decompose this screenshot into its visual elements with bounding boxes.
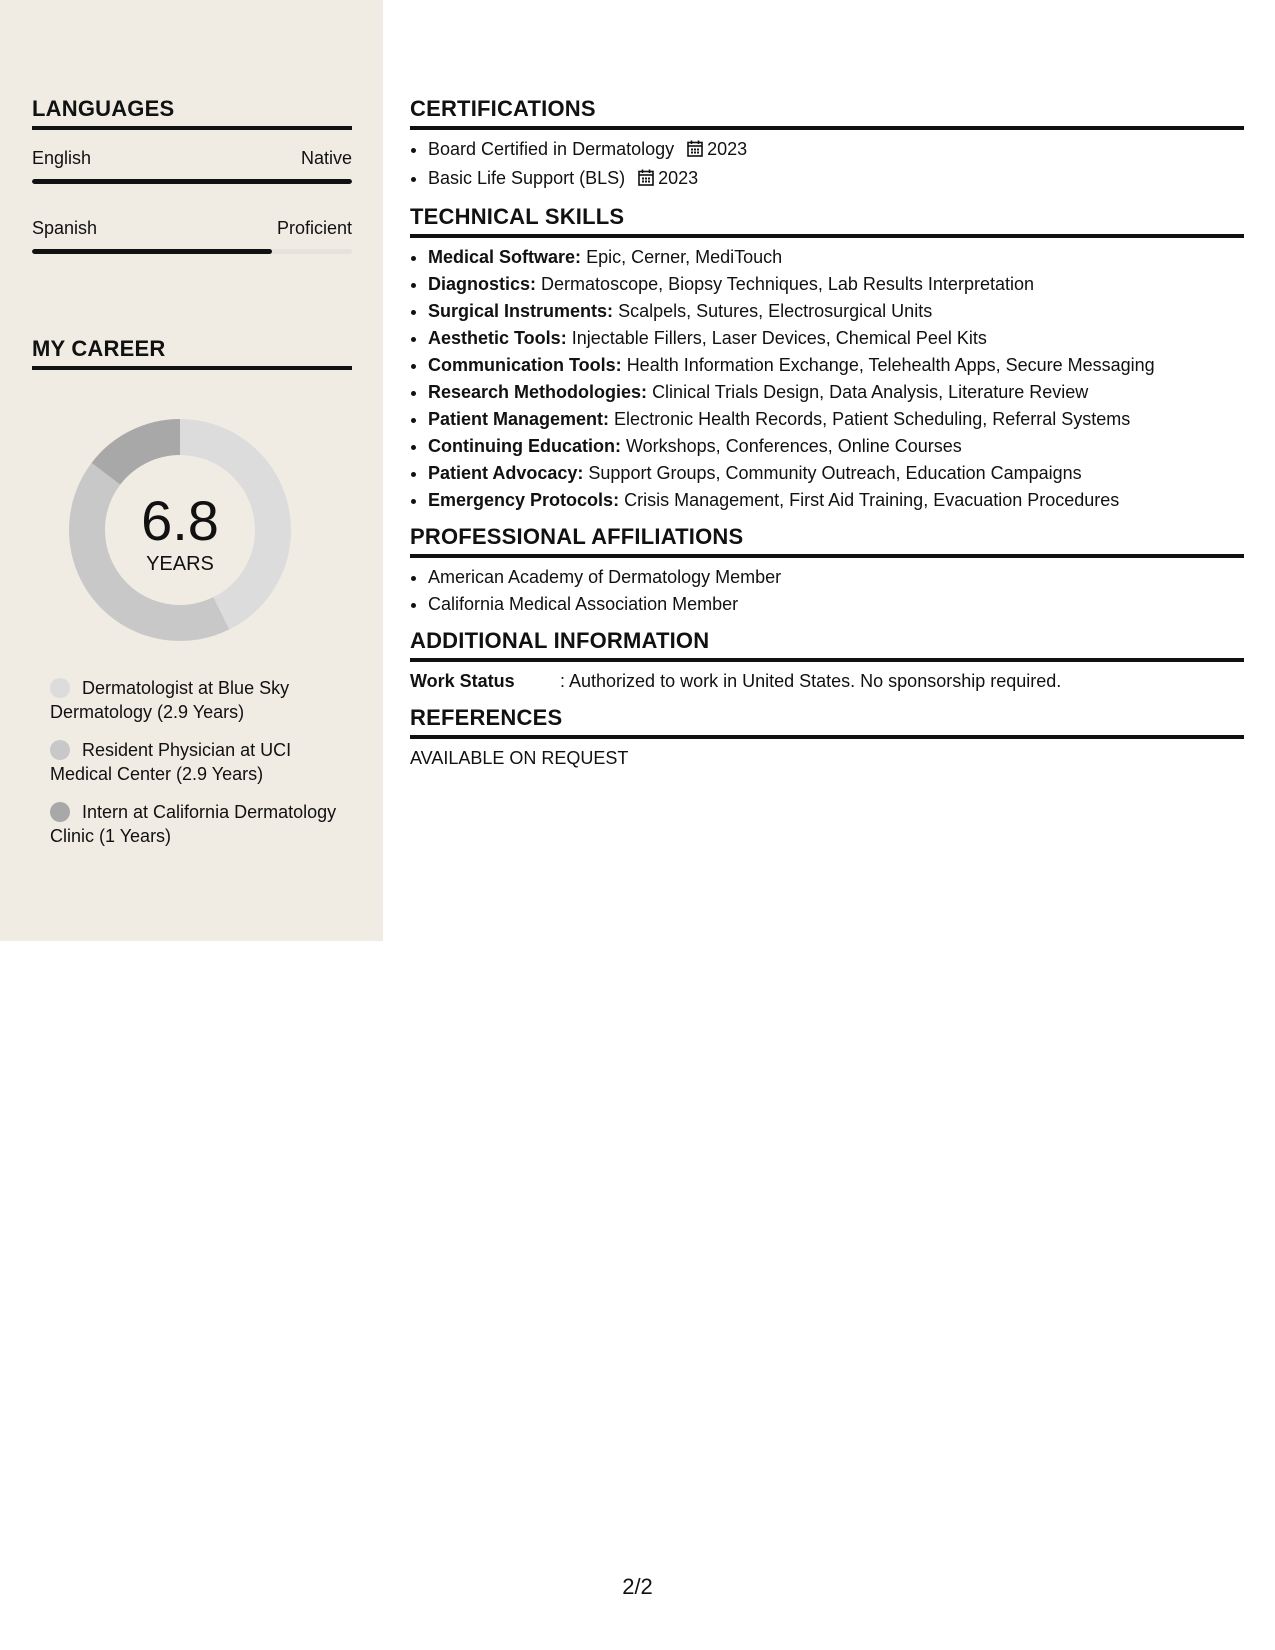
skill-value: Dermatoscope, Biopsy Techniques, Lab Results Interpretation [541,274,1034,294]
career-total-unit: YEARS [146,552,214,575]
language-item [32,148,352,184]
skill-label: Continuing Education: [428,436,621,456]
skill-value: Epic, Cerner, MediTouch [586,247,783,267]
language-name: Spanish [32,218,98,238]
skill-item [428,406,1244,433]
calendar-icon [687,138,703,165]
legend-dot [50,678,70,698]
skill-item [428,298,1244,325]
skill-item [428,460,1244,487]
work-status-value: : Authorized to work in United States. No sponsorship required. [560,671,1062,691]
language-bar-fill [32,249,272,254]
skill-value: Workshops, Conferences, Online Courses [625,436,962,456]
skill-value: Health Information Exchange, Telehealth Apps, Secure Messaging [626,355,1155,375]
calendar-icon [638,167,654,194]
affiliations-section [410,524,1244,618]
career-legend-item [50,738,350,786]
language-bar [32,179,352,184]
certification-year: 2023 [658,168,699,188]
skill-value: Scalpels, Sutures, Electrosurgical Units [618,301,933,321]
certification-item [428,165,1244,194]
career-legend [50,676,350,862]
certifications-title: CERTIFICATIONS [410,96,1244,130]
additional-info-section [410,628,1244,695]
skill-item [428,487,1244,514]
career-legend-item [50,676,350,724]
references-title: REFERENCES [410,705,1244,739]
career-total-years: 6.8 [141,488,219,552]
language-bar [32,249,352,254]
career-section [32,336,352,370]
certification-name: Basic Life Support (BLS) [428,168,626,188]
skill-item [428,433,1244,460]
skill-label: Aesthetic Tools: [428,328,567,348]
certification-item [428,136,1244,165]
donut-center [66,416,294,644]
career-legend-label: Intern at California Dermatology Clinic (1 Years) [50,802,337,846]
skill-label: Research Methodologies: [428,382,648,402]
language-level: Proficient [276,218,352,238]
skill-value: Support Groups, Community Outreach, Education Campaigns [588,463,1082,483]
legend-dot [50,802,70,822]
skill-value: Clinical Trials Design, Data Analysis, Literature Review [652,382,1089,402]
career-donut-chart [66,416,294,644]
skill-label: Emergency Protocols: [428,490,620,510]
career-legend-label: Dermatologist at Blue Sky Dermatology (2.9 Years) [50,678,290,722]
skill-item [428,352,1244,379]
affiliation-item: • American Academy of Dermatology Member [428,564,1244,591]
skill-label: Patient Advocacy: [428,463,584,483]
page-number: 2/2 [622,1574,653,1599]
skill-value: Injectable Fillers, Laser Devices, Chemical Peel Kits [571,328,987,348]
skill-value: Electronic Health Records, Patient Scheduling, Referral Systems [614,409,1131,429]
skill-label: Patient Management: [428,409,610,429]
language-bar-fill [32,179,352,184]
main-content [410,96,1244,782]
language-name: English [32,148,92,168]
references-section [410,705,1244,772]
technical-skills-section [410,204,1244,514]
certification-year: 2023 [707,139,748,159]
work-status-row [410,668,1244,695]
skill-label: Diagnostics: [428,274,537,294]
sidebar [0,0,383,941]
additional-info-title: ADDITIONAL INFORMATION [410,628,1244,662]
references-text: AVAILABLE ON REQUEST [410,748,629,768]
skill-label: Surgical Instruments: [428,301,614,321]
skill-label: Communication Tools: [428,355,622,375]
career-title: MY CAREER [32,336,352,370]
technical-skills-title: TECHNICAL SKILLS [410,204,1244,238]
career-legend-item [50,800,350,848]
affiliation-item: • California Medical Association Member [428,591,1244,618]
career-legend-label: Resident Physician at UCI Medical Center (2.9 Years) [50,740,292,784]
legend-dot [50,740,70,760]
languages-title: LANGUAGES [32,96,352,130]
affiliations-title: PROFESSIONAL AFFILIATIONS [410,524,1244,558]
languages-section [32,96,352,254]
skill-item [428,379,1244,406]
skill-value: Crisis Management, First Aid Training, Evacuation Procedures [624,490,1120,510]
certifications-section [410,96,1244,194]
skill-item [428,325,1244,352]
skill-label: Medical Software: [428,247,582,267]
skill-item [428,271,1244,298]
language-level: Native [300,148,352,168]
certification-name: Board Certified in Dermatology [428,139,675,159]
work-status-label: Work Status [410,671,515,691]
language-item [32,218,352,254]
skill-item [428,244,1244,271]
